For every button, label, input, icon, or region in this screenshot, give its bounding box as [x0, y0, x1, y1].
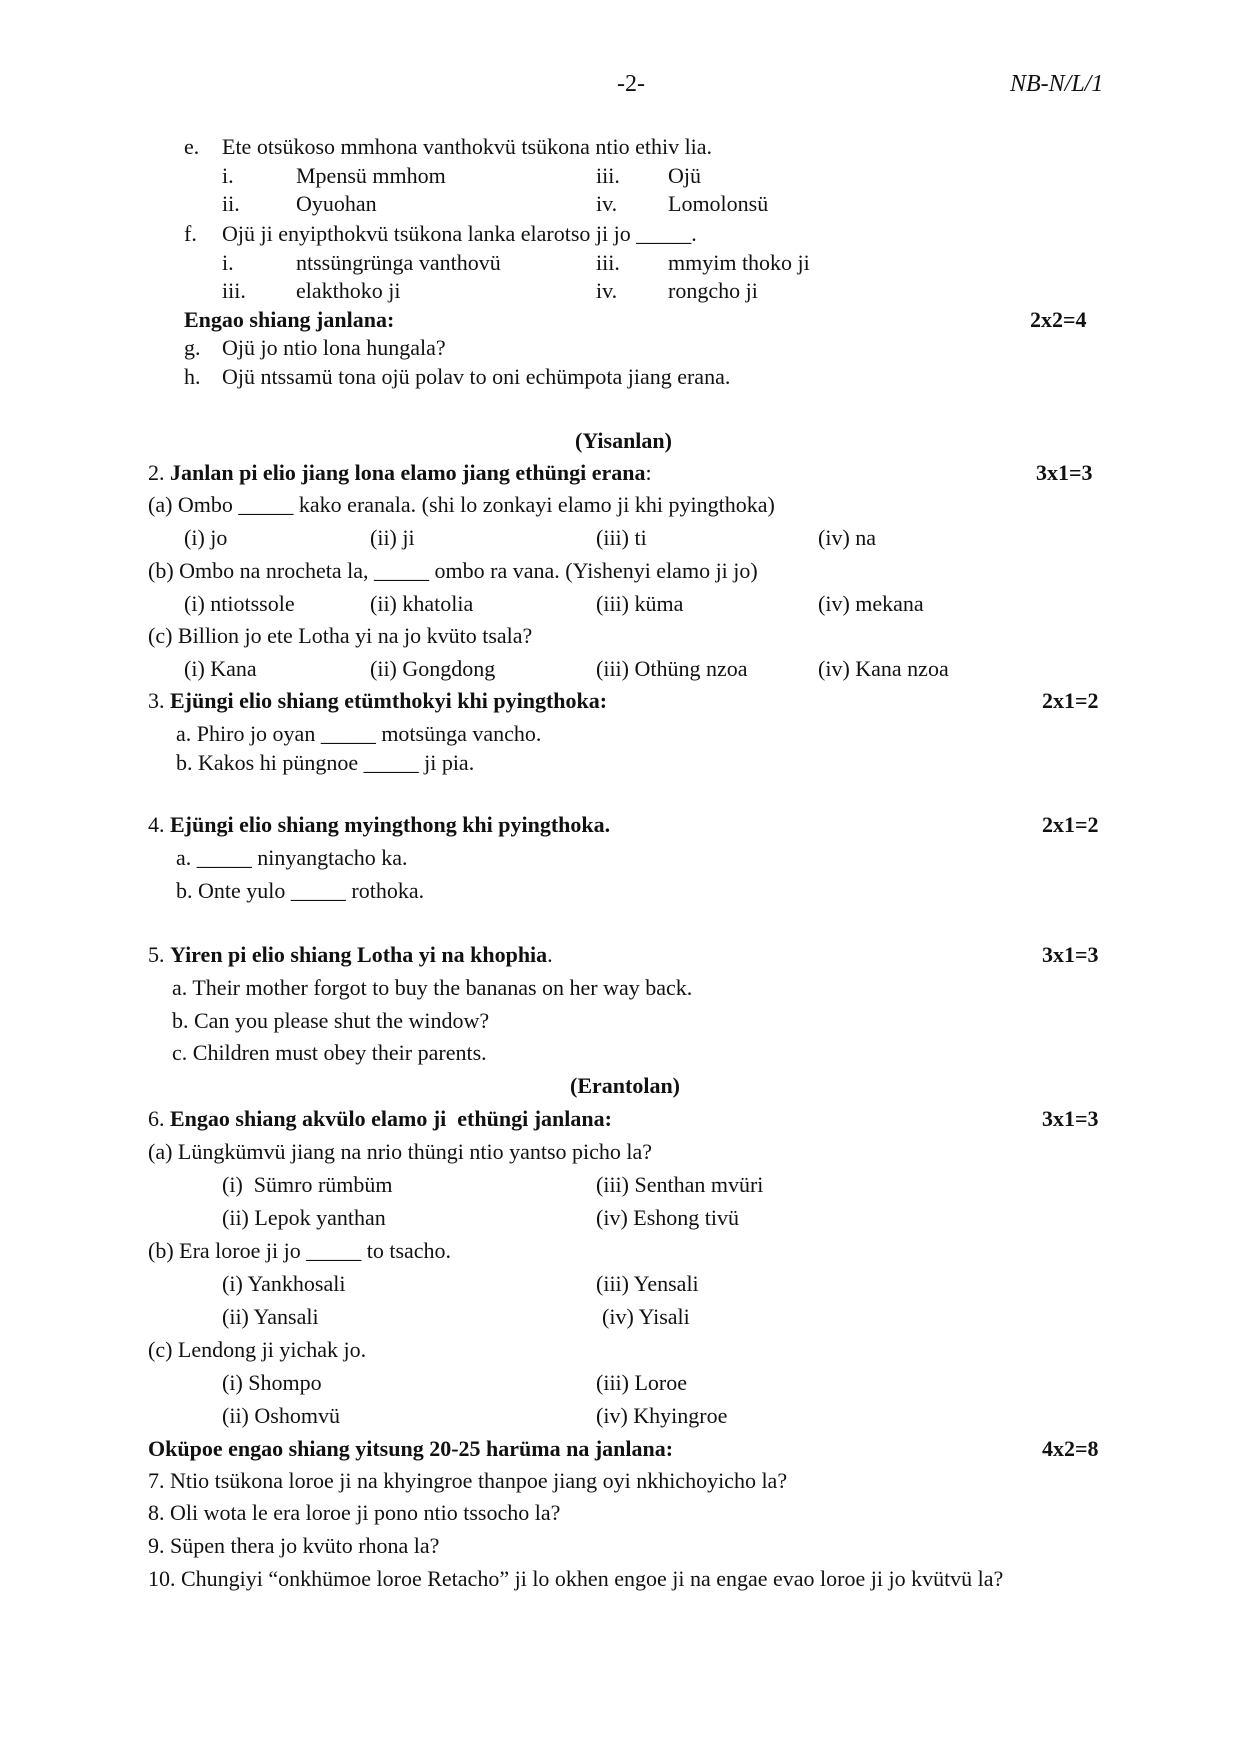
q1g-text: Ojü jo ntio lona hungala?: [222, 335, 446, 360]
q2c-option: (iii) Othüng nzoa: [596, 656, 748, 681]
q1e-opt-num: i.: [222, 163, 234, 188]
q1-sub-marks: 2x2=4: [1030, 307, 1087, 332]
q5-title: Yiren pi elio shiang Lotha yi na khophia: [170, 942, 548, 967]
q1h-text: Ojü ntssamü tona ojü polav to oni echümpota jiang erana.: [222, 364, 731, 389]
long-question: 7. Ntio tsükona loroe ji na khyingroe thanpoe jiang oyi nkhichoyicho la?: [148, 1468, 788, 1493]
q2c-option: (iv) Kana nzoa: [818, 656, 949, 681]
section-heading-erantolan: (Erantolan): [570, 1073, 680, 1098]
q6b-option: (i) Yankhosali: [222, 1271, 346, 1296]
q1g-label: g.: [184, 335, 201, 360]
q6b-option: (iv) Yisali: [602, 1304, 690, 1329]
q6c-option: (i) Shompo: [222, 1370, 322, 1395]
q4-heading: [148, 814, 610, 836]
q6b-option: (ii) Yansali: [222, 1304, 319, 1329]
q5-item: c. Children must obey their parents.: [172, 1040, 487, 1065]
q2c-option: (i) Kana: [184, 656, 257, 681]
q1e-opt: Mpensü mmhom: [296, 163, 446, 188]
q5-item: b. Can you please shut the window?: [172, 1008, 490, 1033]
q6c-option: (iii) Loroe: [596, 1370, 688, 1395]
long-answer-heading: Oküpoe engao shiang yitsung 20-25 harüma na janlana:: [148, 1436, 674, 1461]
q5-dot: .: [547, 942, 553, 967]
q4-title: Ejüngi elio shiang myingthong khi pyingthoka.: [170, 812, 611, 837]
q1e-opt: Lomolonsü: [668, 191, 769, 216]
q4-item: b. Onte yulo _____ rothoka.: [176, 878, 425, 903]
q6c-option: (ii) Oshomvü: [222, 1403, 340, 1428]
q2-title: Janlan pi elio jiang lona elamo jiang ethüngi erana: [170, 460, 646, 485]
q4-item: a. _____ ninyangtacho ka.: [176, 845, 408, 870]
q1e-opt-num: iv.: [596, 191, 618, 216]
long-question: 8. Oli wota le era loroe ji pono ntio tssocho la?: [148, 1500, 561, 1525]
q3-heading: [148, 690, 607, 712]
q2-marks: 3x1=3: [1036, 460, 1093, 485]
q5-number: 5.: [148, 942, 165, 967]
q1e-opt: Oyuohan: [296, 191, 377, 216]
q2c-option: (ii) Gongdong: [370, 656, 496, 681]
q5-marks: 3x1=3: [1042, 942, 1099, 967]
q6a-option: (ii) Lepok yanthan: [222, 1205, 386, 1230]
q1f-opt: elakthoko ji: [296, 278, 401, 303]
q2c-text: (c) Billion jo ete Lotha yi na jo kvüto tsala?: [148, 623, 533, 648]
q2a-option: (iv) na: [818, 525, 877, 550]
long-question: 10. Chungiyi “onkhümoe loroe Retacho” ji lo okhen engoe ji na engae evao loroe ji jo kvütvü la?: [148, 1566, 1004, 1591]
q6a-option: (iii) Senthan mvüri: [596, 1172, 764, 1197]
q2a-option: (iii) ti: [596, 525, 647, 550]
q2b-option: (i) ntiotssole: [184, 591, 295, 616]
q1f-opt: ntssüngrünga vanthovü: [296, 250, 501, 275]
q6c-text: (c) Lendong ji yichak jo.: [148, 1337, 367, 1362]
q2-number: 2.: [148, 460, 165, 485]
q6a-option: (iv) Eshong tivü: [596, 1205, 739, 1230]
q6b-text: (b) Era loroe ji jo _____ to tsacho.: [148, 1238, 452, 1263]
q1f-text: Ojü ji enyipthokvü tsükona lanka elarotso ji jo _____.: [222, 221, 697, 246]
q2-colon: :: [645, 460, 652, 485]
q1f-label: f.: [184, 221, 197, 246]
q1f-opt: mmyim thoko ji: [668, 250, 810, 275]
q1f-opt-num: i.: [222, 250, 234, 275]
q6b-option: (iii) Yensali: [596, 1271, 699, 1296]
q6c-option: (iv) Khyingroe: [596, 1403, 728, 1428]
long-question: 9. Süpen thera jo kvüto rhona la?: [148, 1533, 440, 1558]
q1f-opt: rongcho ji: [668, 278, 758, 303]
q1e-opt-num: ii.: [222, 191, 240, 216]
q2a-option: (ii) ji: [370, 525, 415, 550]
q6-marks: 3x1=3: [1042, 1106, 1099, 1131]
q3-number: 3.: [148, 688, 165, 713]
q2b-text: (b) Ombo na nrocheta la, _____ ombo ra vana. (Yishenyi elamo ji jo): [148, 558, 758, 583]
q2b-option: (iii) küma: [596, 591, 684, 616]
section-heading-yisanlan: (Yisanlan): [575, 428, 672, 453]
q1h-label: h.: [184, 364, 201, 389]
q1-subheading: Engao shiang janlana:: [184, 307, 395, 332]
q2b-option: (iv) mekana: [818, 591, 924, 616]
q6-title: Engao shiang akvülo elamo ji ethüngi janlana:: [170, 1106, 612, 1131]
q1f-opt-num: iii.: [596, 250, 620, 275]
q3-item: a. Phiro jo oyan _____ motsünga vancho.: [176, 721, 542, 746]
q1e-text: Ete otsükoso mmhona vanthokvü tsükona ntio ethiv lia.: [222, 134, 713, 159]
paper-code: NB-N/L/1: [1010, 71, 1104, 97]
q1e-label: e.: [184, 134, 200, 159]
q2b-option: (ii) khatolia: [370, 591, 474, 616]
q2a-option: (i) jo: [184, 525, 228, 550]
page-number: -2-: [617, 71, 645, 97]
long-answer-marks: 4x2=8: [1042, 1436, 1099, 1461]
q3-title: Ejüngi elio shiang etümthokyi khi pyingthoka:: [170, 688, 608, 713]
q3-marks: 2x1=2: [1042, 688, 1099, 713]
q6-number: 6.: [148, 1106, 165, 1131]
q6a-option: (i) Sümro rümbüm: [222, 1172, 393, 1197]
q3-item: b. Kakos hi püngnoe _____ ji pia.: [176, 750, 475, 775]
q6-heading: [148, 1108, 612, 1130]
q2a-text: (a) Ombo _____ kako eranala. (shi lo zonkayi elamo ji khi pyingthoka): [148, 492, 775, 517]
q1f-opt-num: iv.: [596, 278, 618, 303]
q6a-text: (a) Lüngkümvü jiang na nrio thüngi ntio yantso picho la?: [148, 1139, 653, 1164]
q5-heading: [148, 944, 553, 966]
q1f-opt-num: iii.: [222, 278, 246, 303]
q5-item: a. Their mother forgot to buy the bananas on her way back.: [172, 975, 693, 1000]
q2-heading: [148, 462, 652, 484]
q4-number: 4.: [148, 812, 165, 837]
q1e-opt: Ojü: [668, 163, 701, 188]
q4-marks: 2x1=2: [1042, 812, 1099, 837]
q1e-opt-num: iii.: [596, 163, 620, 188]
